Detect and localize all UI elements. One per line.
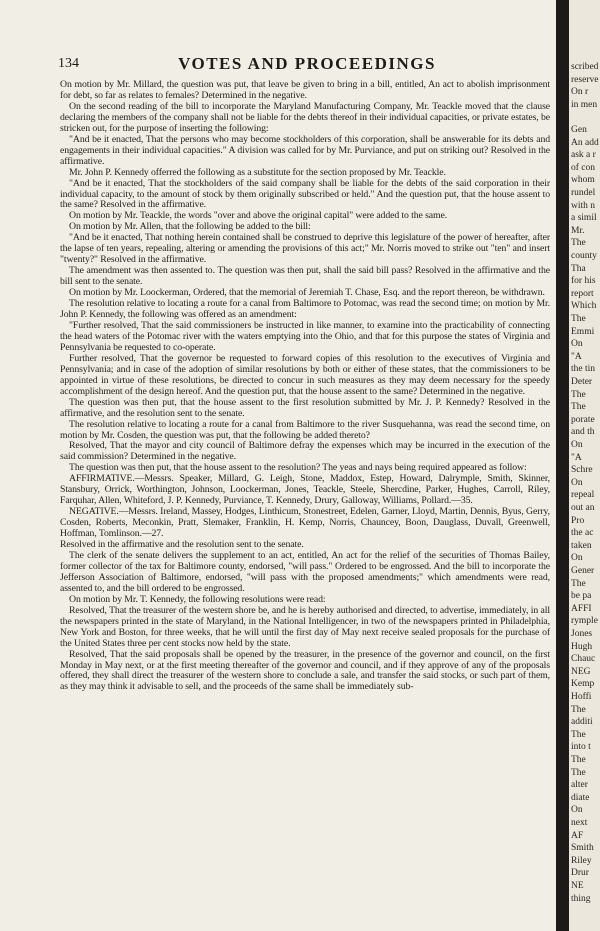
adjacent-page-fragment: diate [571, 792, 590, 803]
adjacent-page-fragment: The [571, 314, 586, 324]
adjacent-page-fragment: rundel [571, 188, 596, 198]
adjacent-page-fragment: repeal [571, 490, 595, 501]
adjacent-page-fragment: Gener [571, 566, 595, 576]
adjacent-page-fragment: county [571, 251, 597, 261]
paragraph: Further resolved, That the governor be requested to forward copies of this resolution to the executives of Virginia and Pennsylvania; and in case of the adoption of similar resolutions by both or either of these states, that the commissioners to be appointed in virtue of these resolutions, be directed to concur in such measures as they may deem necessary for the speedy accomplishment of the design hereof. And the question put, that the house assent to the same? Determined in the negative. [60, 352, 550, 397]
adjacent-page-fragment: On [571, 805, 583, 816]
adjacent-page-fragment: "A [571, 452, 582, 463]
adjacent-page-fragment: of con [571, 162, 596, 173]
adjacent-page-fragment: AF [571, 830, 584, 841]
adjacent-page-fragment: rymple [571, 616, 598, 627]
paragraph: "And be it enacted, That the stockholders of the said company shall be liable for the debts of the said corporation in their individual capacity, to the amount of stock by them originally subscribed or held." And the question put, that the house assent to the same? Resolved in the affirmative. [60, 177, 550, 211]
paragraph: "And be it enacted, That the persons who may become stockholders of this corporation, shall be answerable for its debts and engagements in their individual capacities." A division was called for by Mr. Purviance, and put on striking out? Resolved in the affirmative. [60, 133, 550, 167]
adjacent-page-fragment: Hugh [571, 641, 593, 652]
adjacent-page-fragment: report [571, 288, 594, 299]
adjacent-page-fragment: Mr. [571, 225, 585, 236]
paragraph: Resolved, That the treasurer of the western shore be, and he is hereby authorised and directed, to advertise, immediately, in all the newspapers printed in the state of Maryland, in the National Intelligencer, in two of the newspapers printed in Philadelphia, New York and Boston, for three weeks, that he will until the first day of May next receive sealed proposals for the purchase of the United States three per cent stocks now held by the state. [60, 604, 550, 649]
adjacent-page-fragment: On [571, 477, 583, 488]
adjacent-page-fragment: On [571, 339, 583, 350]
adjacent-page-fragment: Smith [571, 843, 594, 854]
adjacent-page-fragment: the ac [571, 528, 594, 539]
adjacent-page-fragment: NE [571, 881, 584, 891]
adjacent-page-fragment: The [571, 767, 586, 778]
paragraph: Resolved, That the said proposals shall be opened by the treasurer, in the presence of the governor and council, on the first Monday in May next, or at the first meeting thereafter of the governor and council, and if they approve of any of the proposals offered, they shall direct the treasurer of the western shore to conclude a sale, and transfer the said stocks, or such part of them, as they may think it advisable to sell, and the proceeds of the same shall be immediately sub- [60, 648, 550, 693]
adjacent-page-fragment: reserve [571, 74, 599, 85]
adjacent-page-fragment: Schre [571, 465, 593, 476]
adjacent-page-fragment: thing [571, 893, 591, 904]
adjacent-page-fragment: Hoffi [571, 692, 592, 702]
adjacent-page-fragment: the tin [571, 364, 596, 375]
adjacent-page-fragment: out an [571, 503, 595, 513]
adjacent-page-fragment: Gen [571, 125, 587, 135]
adjacent-page-fragment: Kemp [571, 679, 595, 690]
adjacent-page-edge [569, 0, 600, 931]
adjacent-page-fragment: An add [571, 137, 599, 148]
running-title: VOTES AND PROCEEDINGS [178, 54, 436, 73]
adjacent-page-fragment: Tha [571, 263, 586, 274]
adjacent-page-fragment: be pa [571, 591, 592, 602]
affirmative-votes: AFFIRMATIVE.—Messrs. Speaker, Millard, G. Leigh, Stone, Maddox, Estep, Howard, Dalrymple, Smith, Skinner, Stansbury, Orrick, Worthington, Johnson, Loockerman, Jones, Teackle, Steele, Shercdine, Parker, Hughes, Carroll, Riley, Farquhar, Allen, Whiteford, J. P. Kennedy, Purviance, T. Kennedy, Drury, Galloway, Williams, Pollard.—35. [60, 473, 550, 507]
adjacent-page-fragment: into t [571, 742, 591, 753]
body-text [60, 80, 550, 925]
adjacent-page-fragment: Riley [571, 855, 592, 866]
adjacent-page-fragment: for his [571, 276, 596, 287]
adjacent-page-fragment: Drur [571, 868, 589, 879]
adjacent-page-fragment: porate [571, 414, 595, 425]
adjacent-page-fragment: On [571, 553, 583, 564]
paragraph: On motion by Mr. Millard, the question was put, that leave be given to bring in a bill, entitled, An act to abolish imprisonment for debt, so far as relates to females? Determined in the negative. [60, 80, 550, 101]
adjacent-page-fragment: The [571, 389, 586, 400]
paragraph: Mr. John P. Kennedy offerred the following as a substitute for the section proposed by Mr. Teackle. [69, 166, 446, 178]
paragraph: "And be it enacted, That nothing herein contained shall be construed to deprive this legislature of the power of hereafter, after the lapse of ten years, repealing, altering or amending the provisions of this act;" Mr. Norris moved to strike out "ten" and insert "twenty?" Resolved in the affirmative. [60, 232, 550, 266]
paragraph: The question was then put, that the house assent to the resolution? The yeas and nays being required appeared as follow: [69, 462, 527, 474]
adjacent-page-fragment: and th [571, 427, 595, 438]
paragraph: The question was then put, that the house assent to the first resolution submitted by Mr. J. P. Kennedy? Resolved in the affirmative, and the resolution sent to the senate. [60, 396, 550, 419]
adjacent-page-fragment: Chauc [571, 654, 596, 665]
adjacent-page-fragment: in men [571, 99, 598, 110]
adjacent-page-fragment: The [571, 578, 586, 589]
paragraph: The amendment was then assented to. The question was then put, shall the said bill pass? Resolved in the affirmative and the bill sent to the senate. [60, 265, 550, 288]
adjacent-page-fragment: Jones [571, 629, 593, 639]
adjacent-page-fragment: Emmi [571, 326, 595, 337]
paragraph: "Further resolved, That the said commissioners be instructed in like manner, to examine into the practicability of connecting the head waters of the Potomac river with the waters emptying into the Ohio, and that for this purpose the states of Virginia and Pennsylvania be requested to co-operate. [60, 319, 550, 353]
paragraph: Resolved, That the mayor and city council of Baltimore defray the expenses which may be incurred in the execution of the said commission? Determined in the negative. [60, 440, 550, 463]
page-number: 134 [58, 56, 79, 71]
adjacent-page-fragment: The [571, 704, 586, 715]
paragraph: On the second reading of the bill to incorporate the Maryland Manufacturing Company, Mr. Teackle moved that the clause declaring the members of the company shall not be liable for the debts thereof in their individual capacities, or private estates, be stricken out, for the purpose of inserting the following: [60, 100, 550, 134]
adjacent-page-fragment: with n [571, 200, 596, 211]
adjacent-page-fragment: The [571, 729, 586, 740]
adjacent-page-fragment: On r [571, 87, 589, 98]
negative-votes: NEGATIVE.—Messrs. Ireland, Massey, Hodges, Linthicum, Stonestreet, Edelen, Garner, Lloyd, Martin, Dennis, Byus, Gerry, Cosden, Roberts, Meconkin, Pratt, Slemaker, Franklin, H. Kemp, Norris, Chauncey, Boon, Dauglass, Duvall, Greenwell, Hoffman, Tomlinson.—27. [60, 506, 550, 540]
adjacent-page-fragment: whom [571, 175, 595, 186]
book-gutter [556, 0, 569, 931]
adjacent-page-fragment: The [571, 238, 586, 249]
adjacent-page-fragment: a simil [571, 213, 597, 224]
adjacent-page-fragment: NEG [571, 666, 591, 677]
paragraph: On motion by Mr. Allen, that the following be added to the bill: [69, 221, 311, 233]
adjacent-page-fragment: Pro [571, 515, 585, 526]
paragraph: On motion by Mr. Teackle, the words "over and above the original capital" were added to the same. [69, 210, 448, 222]
adjacent-page-fragment: ask a r [571, 150, 596, 161]
adjacent-page-fragment: The [571, 402, 586, 413]
paragraph: Resolved in the affirmative and the resolution sent to the senate. [60, 539, 304, 551]
paragraph: The resolution relative to locating a route for a canal from Baltimore to the river Susquehanna, was read the second time, on motion by Mr. Cosden, the question was put, that the following be added thereto? [60, 418, 550, 441]
paragraph: The resolution relative to locating a route for a canal from Baltimore to Potomac, was read the second time; on motion by Mr. John P. Kennedy, the following was offered as an amendment: [60, 298, 550, 321]
adjacent-page-fragment: additi [571, 717, 593, 728]
adjacent-page-fragment: Deter [571, 377, 593, 387]
adjacent-page-fragment: "A [571, 351, 582, 362]
adjacent-page-fragment: The [571, 755, 586, 765]
adjacent-page-fragment: scribed [571, 62, 599, 72]
paragraph: On motion by Mr. Loockerman, Ordered, that the memorial of Jeremiah T. Chase, Esq. and the report thereon, be withdrawn. [69, 287, 545, 299]
adjacent-page-fragment: AFFI [571, 603, 592, 614]
adjacent-page-fragment: alter [571, 780, 588, 791]
adjacent-page-fragment: Which [571, 301, 597, 312]
adjacent-page-fragment: On [571, 440, 583, 450]
adjacent-page-fragment: next [571, 818, 588, 828]
page-header [58, 54, 556, 74]
paragraph: On motion by Mr. T. Kennedy, the following resolutions were read: [69, 593, 326, 605]
paragraph: The clerk of the senate delivers the supplement to an act, entitled, An act for the relief of the securities of Thomas Bailey, former collector of the tax for Baltimore county, endorsed, "will pass." Ordered to be engrossed. And the bill to incorporate the Jefferson Association of Baltimore, endorsed, "will pass with the proposed amendments;" which amendments were read, assented to, and the bill ordered to be engrossed. [60, 549, 550, 594]
adjacent-page-fragment: taken [571, 540, 592, 551]
